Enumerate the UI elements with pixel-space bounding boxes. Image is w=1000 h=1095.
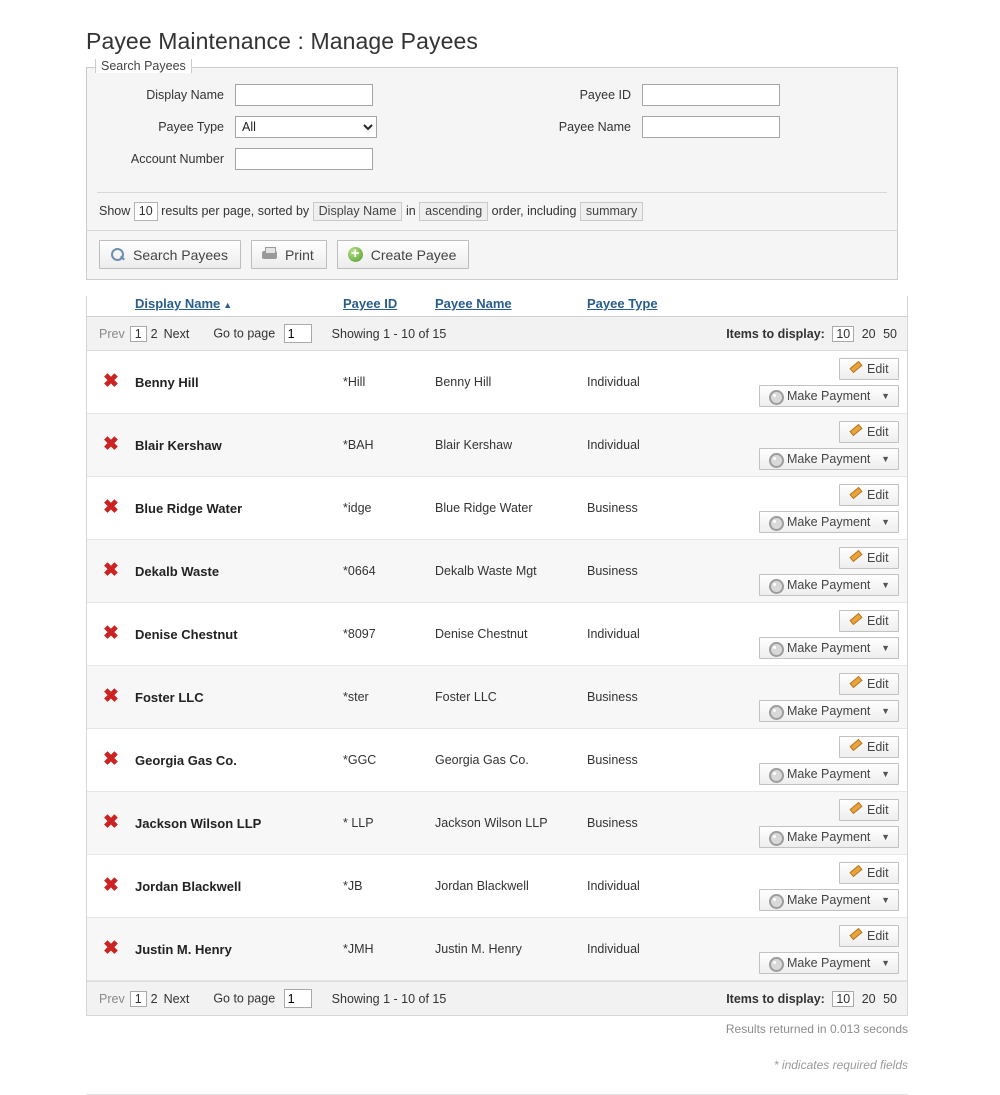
payee-name-row — [492, 116, 897, 138]
pager-top — [87, 317, 907, 351]
order-text: order, including — [491, 204, 577, 218]
make-payment-button[interactable] — [759, 889, 899, 911]
payee-type-label: Payee Type — [158, 120, 224, 134]
per-page-field[interactable]: 10 — [134, 202, 158, 221]
column-header-payee-name-label[interactable]: Payee Name — [435, 296, 512, 311]
pager-bottom-next[interactable]: Next — [163, 991, 190, 1006]
pager-top-items-10[interactable]: 10 — [832, 326, 854, 342]
payee-type-select[interactable] — [235, 116, 377, 138]
pencil-icon — [848, 614, 861, 627]
cell-display-name: Blue Ridge Water — [135, 500, 243, 516]
pager-top-showing: Showing 1 - 10 of 15 — [331, 326, 447, 341]
delete-payee-icon[interactable]: ✖ — [103, 686, 119, 707]
pencil-icon — [848, 866, 861, 879]
footer-notes — [86, 1022, 908, 1072]
cell-payee-id: *BAH — [343, 438, 374, 452]
pencil-icon — [848, 929, 861, 942]
chevron-down-icon: ▼ — [881, 579, 890, 590]
pager-top-goto — [213, 324, 311, 343]
results-time: Results returned in 0.013 seconds — [725, 1022, 908, 1036]
cell-payee-type: Individual — [587, 627, 640, 641]
column-header-payee-id[interactable] — [343, 296, 435, 311]
cell-payee-id: *ster — [343, 690, 369, 704]
account-number-row — [87, 148, 492, 170]
delete-payee-icon[interactable]: ✖ — [103, 875, 119, 896]
chevron-down-icon: ▼ — [881, 894, 890, 905]
cell-payee-name: Denise Chestnut — [435, 627, 528, 641]
payee-name-label: Payee Name — [558, 120, 631, 134]
edit-payee-button[interactable] — [839, 547, 899, 569]
make-payment-button-label: Make Payment — [787, 955, 871, 970]
make-payment-button[interactable] — [759, 826, 899, 848]
plus-circle-icon — [347, 246, 364, 263]
cell-payee-id: *JMH — [343, 942, 374, 956]
pager-bottom-goto — [213, 989, 311, 1008]
edit-payee-button[interactable] — [839, 673, 899, 695]
pencil-icon — [848, 551, 861, 564]
pager-bottom-items-label: Items to display: — [726, 991, 825, 1006]
edit-payee-button[interactable] — [839, 925, 899, 947]
create-payee-button-label: Create Payee — [370, 246, 457, 263]
cell-display-name: Denise Chestnut — [135, 626, 238, 642]
cell-payee-id: *8097 — [343, 627, 376, 641]
pager-bottom-goto-label: Go to page — [213, 991, 276, 1006]
pager-bottom-items-10[interactable]: 10 — [832, 991, 854, 1007]
include-selector[interactable]: summary — [580, 202, 643, 221]
cell-payee-type: Individual — [587, 879, 640, 893]
table-row — [87, 540, 907, 603]
results-options-line — [87, 193, 897, 230]
account-number-input[interactable] — [235, 148, 373, 170]
make-payment-button[interactable] — [759, 574, 899, 596]
cell-payee-name: Georgia Gas Co. — [435, 753, 529, 767]
edit-payee-button-label: Edit — [867, 424, 889, 439]
search-button-bar — [87, 230, 897, 279]
cell-payee-type: Business — [587, 753, 638, 767]
gear-icon — [768, 956, 781, 969]
edit-payee-button[interactable] — [839, 358, 899, 380]
pencil-icon — [848, 488, 861, 501]
cell-payee-name: Dekalb Waste Mgt — [435, 564, 537, 578]
table-column-headers — [87, 296, 907, 317]
payee-id-label: Payee ID — [579, 88, 631, 102]
gear-icon — [768, 767, 781, 780]
pager-top-items-label: Items to display: — [726, 326, 825, 341]
cell-payee-type: Individual — [587, 375, 640, 389]
gear-icon — [768, 452, 781, 465]
cell-payee-id: *JB — [343, 879, 363, 893]
delete-payee-icon[interactable]: ✖ — [103, 749, 119, 770]
edit-payee-button[interactable] — [839, 484, 899, 506]
gear-icon — [768, 704, 781, 717]
column-header-payee-type-label[interactable]: Payee Type — [587, 296, 658, 311]
pager-top-items-50[interactable]: 50 — [883, 326, 897, 341]
pager-top-page-1[interactable]: 1 — [130, 326, 147, 342]
account-number-label: Account Number — [130, 152, 224, 166]
row-actions — [747, 862, 907, 911]
make-payment-button-label: Make Payment — [787, 388, 871, 403]
cell-payee-id: *Hill — [343, 375, 366, 389]
gear-icon — [768, 830, 781, 843]
show-label: Show — [99, 204, 131, 218]
payee-name-input[interactable] — [642, 116, 780, 138]
make-payment-button[interactable] — [759, 763, 899, 785]
table-row — [87, 477, 907, 540]
make-payment-button-label: Make Payment — [787, 703, 871, 718]
sort-direction-selector[interactable]: ascending — [419, 202, 488, 221]
chevron-down-icon: ▼ — [881, 768, 890, 779]
make-payment-button[interactable] — [759, 511, 899, 533]
chevron-down-icon: ▼ — [881, 957, 890, 968]
pager-top-items-20[interactable]: 20 — [861, 326, 876, 341]
pager-bottom-items-20[interactable]: 20 — [861, 991, 876, 1006]
cell-payee-type: Business — [587, 564, 638, 578]
pager-top-page-2[interactable]: 2 — [150, 326, 158, 341]
search-payees-panel — [86, 59, 898, 280]
cell-payee-name: Benny Hill — [435, 375, 492, 389]
edit-payee-button[interactable] — [839, 736, 899, 758]
cell-payee-id: *idge — [343, 501, 372, 515]
pager-bottom-goto-input[interactable] — [284, 989, 312, 1008]
table-row — [87, 351, 907, 414]
pager-bottom-prev[interactable]: Prev — [99, 991, 125, 1006]
row-actions — [747, 673, 907, 722]
make-payment-button-label: Make Payment — [787, 577, 871, 592]
required-fields-note — [86, 1058, 908, 1072]
results-per-page-text: results per page, sorted by — [161, 204, 310, 218]
table-row — [87, 729, 907, 792]
display-name-input[interactable] — [235, 84, 373, 106]
make-payment-button-label: Make Payment — [787, 892, 871, 907]
pencil-icon — [848, 740, 861, 753]
chevron-down-icon: ▼ — [881, 705, 890, 716]
pager-top-next[interactable]: Next — [163, 326, 190, 341]
table-rows — [87, 351, 907, 981]
search-form-right-column — [492, 84, 897, 180]
pencil-icon — [848, 425, 861, 438]
cell-payee-name: Foster LLC — [435, 690, 497, 704]
chevron-down-icon: ▼ — [881, 642, 890, 653]
make-payment-button[interactable] — [759, 448, 899, 470]
make-payment-button-label: Make Payment — [787, 451, 871, 466]
delete-payee-icon[interactable]: ✖ — [103, 560, 119, 581]
table-row — [87, 918, 907, 981]
table-row — [87, 666, 907, 729]
search-icon — [109, 246, 126, 263]
edit-payee-button[interactable] — [839, 862, 899, 884]
gear-icon — [768, 893, 781, 906]
make-payment-button-label: Make Payment — [787, 514, 871, 529]
cell-display-name: Jordan Blackwell — [135, 878, 242, 894]
cell-payee-type: Business — [587, 690, 638, 704]
chevron-down-icon: ▼ — [881, 831, 890, 842]
edit-payee-button-label: Edit — [867, 613, 889, 628]
cell-display-name: Georgia Gas Co. — [135, 752, 237, 768]
cell-payee-name: Blair Kershaw — [435, 438, 513, 452]
gear-icon — [768, 389, 781, 402]
payee-id-input[interactable] — [642, 84, 780, 106]
edit-payee-button-label: Edit — [867, 802, 889, 817]
in-text: in — [405, 204, 416, 218]
page-title: Payee Maintenance : Manage Payees — [86, 28, 478, 54]
row-actions — [747, 358, 907, 407]
row-actions — [747, 484, 907, 533]
pencil-icon — [848, 362, 861, 375]
required-fields-text: indicates required fields — [781, 1058, 908, 1072]
edit-payee-button-label: Edit — [867, 928, 889, 943]
search-panel-legend: Search Payees — [95, 59, 192, 73]
edit-payee-button-label: Edit — [867, 550, 889, 565]
cell-payee-type: Business — [587, 501, 638, 515]
row-actions — [747, 421, 907, 470]
delete-payee-icon[interactable]: ✖ — [103, 812, 119, 833]
display-name-row — [87, 84, 492, 106]
cell-payee-type: Business — [587, 816, 638, 830]
make-payment-button-label: Make Payment — [787, 766, 871, 781]
make-payment-button[interactable] — [759, 637, 899, 659]
pager-top-goto-input[interactable] — [284, 324, 312, 343]
pager-bottom-page-1[interactable]: 1 — [130, 991, 147, 1007]
column-header-payee-name[interactable] — [435, 296, 587, 311]
row-actions — [747, 610, 907, 659]
pager-top-items-to-display — [726, 327, 897, 341]
pencil-icon — [848, 677, 861, 690]
edit-payee-button-label: Edit — [867, 487, 889, 502]
cell-display-name: Foster LLC — [135, 689, 204, 705]
table-row — [87, 603, 907, 666]
column-header-display-name-label[interactable]: Display Name — [135, 296, 221, 311]
pencil-icon — [848, 803, 861, 816]
search-form — [87, 82, 897, 190]
pager-bottom-showing: Showing 1 - 10 of 15 — [331, 991, 447, 1006]
gear-icon — [768, 515, 781, 528]
search-form-left-column — [87, 84, 492, 180]
table-row — [87, 855, 907, 918]
delete-payee-icon[interactable]: ✖ — [103, 371, 119, 392]
print-button-label: Print — [284, 246, 314, 263]
cell-payee-type: Individual — [587, 942, 640, 956]
chevron-down-icon: ▼ — [881, 516, 890, 527]
delete-payee-icon[interactable]: ✖ — [103, 623, 119, 644]
pager-bottom — [87, 981, 907, 1015]
edit-payee-button-label: Edit — [867, 739, 889, 754]
delete-payee-icon[interactable]: ✖ — [103, 497, 119, 518]
make-payment-button[interactable] — [759, 952, 899, 974]
column-header-payee-id-label[interactable]: Payee ID — [343, 296, 398, 311]
pager-bottom-items-50[interactable]: 50 — [883, 991, 897, 1006]
row-actions — [747, 799, 907, 848]
cell-payee-type: Individual — [587, 438, 640, 452]
chevron-down-icon: ▼ — [881, 390, 890, 401]
search-payees-button[interactable] — [99, 240, 241, 269]
pager-top-goto-label: Go to page — [213, 326, 276, 341]
delete-payee-icon[interactable]: ✖ — [103, 434, 119, 455]
row-actions — [747, 547, 907, 596]
chevron-down-icon: ▼ — [881, 453, 890, 464]
table-row — [87, 414, 907, 477]
payee-type-row — [87, 116, 492, 138]
required-star: * — [773, 1058, 779, 1072]
cell-payee-name: Jackson Wilson LLP — [435, 816, 548, 830]
make-payment-button-label: Make Payment — [787, 829, 871, 844]
row-actions — [747, 925, 907, 974]
sort-field-selector[interactable]: Display Name — [313, 202, 403, 221]
make-payment-button[interactable] — [759, 700, 899, 722]
pager-top-prev[interactable]: Prev — [99, 326, 125, 341]
edit-payee-button-label: Edit — [867, 676, 889, 691]
make-payment-button[interactable] — [759, 385, 899, 407]
table-row — [87, 792, 907, 855]
pager-bottom-page-2[interactable]: 2 — [150, 991, 158, 1006]
cell-display-name: Jackson Wilson LLP — [135, 815, 262, 831]
cell-payee-name: Justin M. Henry — [435, 942, 522, 956]
cell-display-name: Justin M. Henry — [135, 941, 232, 957]
cell-payee-id: * LLP — [343, 816, 374, 830]
payees-results-table — [86, 296, 908, 1016]
delete-payee-icon[interactable]: ✖ — [103, 938, 119, 959]
print-button[interactable] — [251, 240, 327, 269]
cell-display-name: Dekalb Waste — [135, 563, 220, 579]
make-payment-button-label: Make Payment — [787, 640, 871, 655]
cell-payee-id: *0664 — [343, 564, 376, 578]
column-header-payee-type[interactable] — [587, 296, 747, 311]
printer-icon — [261, 246, 278, 263]
gear-icon — [768, 578, 781, 591]
cell-payee-id: *GGC — [343, 753, 377, 767]
create-payee-button[interactable] — [337, 240, 470, 269]
cell-payee-name: Blue Ridge Water — [435, 501, 533, 515]
gear-icon — [768, 641, 781, 654]
pager-bottom-items-to-display — [726, 992, 897, 1006]
sort-ascending-icon: ▲ — [223, 300, 233, 310]
edit-payee-button-label: Edit — [867, 361, 889, 376]
search-payees-button-label: Search Payees — [133, 246, 228, 263]
edit-payee-button[interactable] — [839, 610, 899, 632]
cell-display-name: Blair Kershaw — [135, 437, 222, 453]
edit-payee-button[interactable] — [839, 421, 899, 443]
cell-display-name: Benny Hill — [135, 374, 199, 390]
edit-payee-button[interactable] — [839, 799, 899, 821]
row-actions — [747, 736, 907, 785]
cell-payee-name: Jordan Blackwell — [435, 879, 529, 893]
payee-id-row — [492, 84, 897, 106]
column-header-display-name[interactable] — [135, 296, 343, 311]
display-name-label: Display Name — [146, 88, 224, 102]
edit-payee-button-label: Edit — [867, 865, 889, 880]
